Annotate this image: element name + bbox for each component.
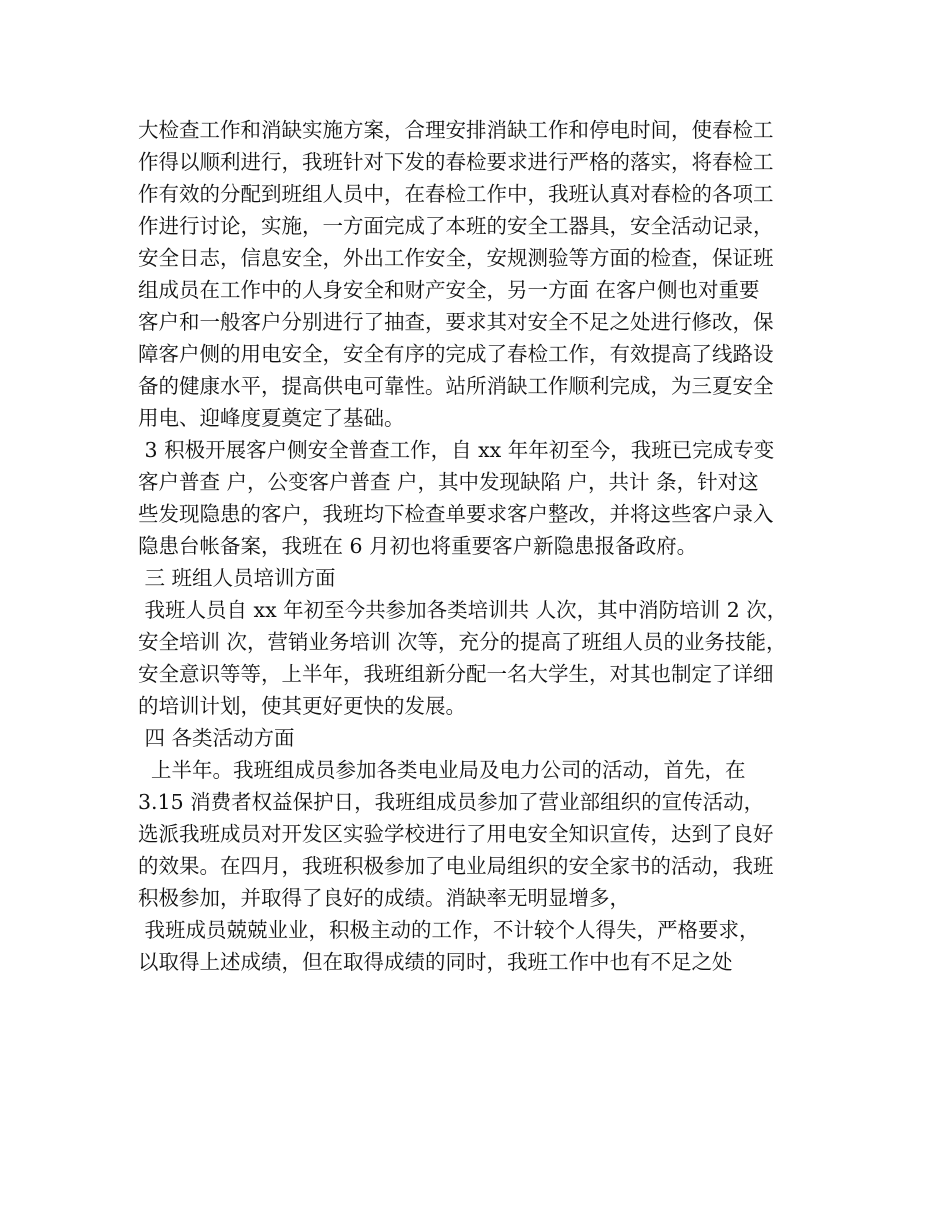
text-line: 积极参加，并取得了良好的成绩。消缺率无明显增多，: [138, 886, 630, 910]
text-line: 我班人员自 xx 年初至今共参加各类培训共 人次，其中消防培训 2 次，: [138, 598, 788, 622]
text-line: 3.15 消费者权益保护日，我班组成员参加了营业部组织的宣传活动，: [138, 790, 765, 814]
text-line: 备的健康水平，提高供电可靠性。站所消缺工作顺利完成，为三夏安全: [138, 374, 774, 398]
text-line: 些发现隐患的客户，我班均下检查单要求客户整改，并将这些客户录入: [138, 502, 774, 526]
text-line: 作有效的分配到班组人员中，在春检工作中，我班认真对春检的各项工: [138, 182, 774, 206]
text-line: 我班成员兢兢业业，积极主动的工作，不计较个人得失，严格要求，: [138, 918, 760, 942]
text-line: 安全意识等等，上半年，我班组新分配一名大学生，对其也制定了详细: [138, 662, 774, 686]
document-body: [138, 114, 828, 978]
text-line: 以取得上述成绩，但在取得成绩的同时，我班工作中也有不足之处: [138, 950, 733, 974]
text-line: 客户和一般客户分别进行了抽查，要求其对安全不足之处进行修改，保: [138, 310, 774, 334]
text-line: 作进行讨论，实施，一方面完成了本班的安全工器具，安全活动记录，: [138, 214, 774, 238]
text-line: 选派我班成员对开发区实验学校进行了用电安全知识宣传，达到了良好: [138, 822, 774, 846]
text-line: 安全培训 次，营销业务培训 次等，充分的提高了班组人员的业务技能，: [138, 630, 787, 654]
text-line: 的效果。在四月，我班积极参加了电业局组织的安全家书的活动，我班: [138, 854, 774, 878]
text-line: 的培训计划，使其更好更快的发展。: [138, 694, 466, 718]
text-line: 隐患台帐备案，我班在 6 月初也将重要客户新隐患报备政府。: [138, 534, 698, 558]
section-heading: 三 班组人员培训方面: [138, 566, 336, 590]
text-line: 上半年。我班组成员参加各类电业局及电力公司的活动，首先，在: [138, 758, 746, 782]
section-heading: 四 各类活动方面: [138, 726, 295, 750]
text-line: 障客户侧的用电安全，安全有序的完成了春检工作，有效提高了线路设: [138, 342, 774, 366]
text-line: 大检查工作和消缺实施方案，合理安排消缺工作和停电时间，使春检工: [138, 118, 774, 142]
text-line: 3 积极开展客户侧安全普查工作，自 xx 年年初至今，我班已完成专变: [138, 438, 775, 462]
text-line: 组成员在工作中的人身安全和财产安全，另一方面 在客户侧也对重要: [138, 278, 760, 302]
text-line: 用电、迎峰度夏奠定了基础。: [138, 406, 405, 430]
text-line: 客户普查 户，公变客户普查 户，其中发现缺陷 户，共计 条，针对这: [138, 470, 759, 494]
text-line: 作得以顺利进行，我班针对下发的春检要求进行严格的落实，将春检工: [138, 150, 774, 174]
text-line: 安全日志，信息安全，外出工作安全，安规测验等方面的检查，保证班: [138, 246, 774, 270]
